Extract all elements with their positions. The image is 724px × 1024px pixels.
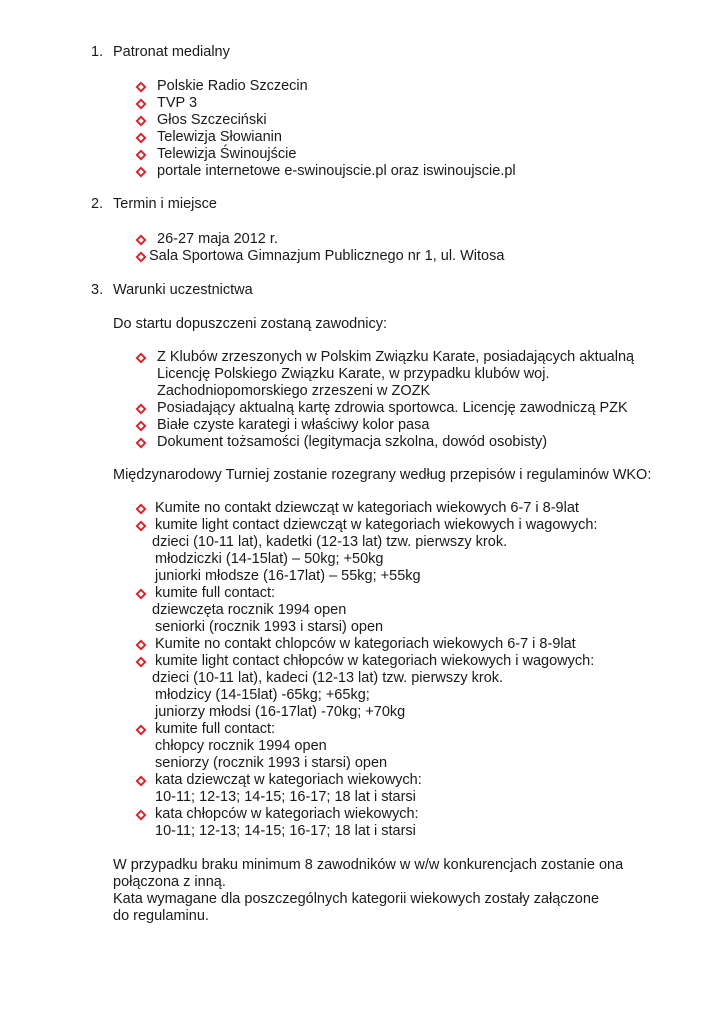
list-item: Kumite no contakt dziewcząt w kategoriach wiekowych 6-7 i 8-9lat bbox=[155, 500, 579, 516]
list-item-continuation: 10-11; 12-13; 14-15; 16-17; 18 lat i starsi bbox=[155, 789, 416, 805]
list-item: Głos Szczeciński bbox=[157, 112, 267, 128]
diamond-bullet-icon bbox=[135, 520, 147, 532]
list-item: kata dziewcząt w kategoriach wiekowych: bbox=[155, 772, 422, 788]
list-item-continuation: młodziczki (14-15lat) – 50kg; +50kg bbox=[155, 551, 384, 567]
diamond-bullet-icon bbox=[135, 352, 147, 364]
diamond-bullet-icon bbox=[135, 251, 147, 263]
list-item: Sala Sportowa Gimnazjum Publicznego nr 1, ul. Witosa bbox=[149, 248, 505, 264]
list-item-continuation: Licencję Polskiego Związku Karate, w przypadku klubów woj. bbox=[157, 366, 550, 382]
diamond-bullet-icon bbox=[135, 403, 147, 415]
list-item-continuation: juniorki młodsze (16-17lat) – 55kg; +55kg bbox=[155, 568, 421, 584]
list-item-continuation: seniorzy (rocznik 1993 i starsi) open bbox=[155, 755, 388, 771]
list-item: kumite light contact chłopców w kategoriach wiekowych i wagowych: bbox=[155, 653, 595, 669]
list-item-continuation: chłopcy rocznik 1994 open bbox=[155, 738, 327, 754]
diamond-bullet-icon bbox=[135, 588, 147, 600]
paragraph-line: W przypadku braku minimum 8 zawodników w w/w konkurencjach zostanie ona bbox=[113, 857, 624, 873]
paragraph-line: do regulaminu. bbox=[113, 908, 209, 924]
list-item-continuation: juniorzy młodsi (16-17lat) -70kg; +70kg bbox=[155, 704, 406, 720]
diamond-bullet-icon bbox=[135, 656, 147, 668]
diamond-bullet-icon bbox=[135, 437, 147, 449]
diamond-bullet-icon bbox=[135, 234, 147, 246]
list-item-continuation: dzieci (10-11 lat), kadetki (12-13 lat) tzw. pierwszy krok. bbox=[152, 534, 508, 550]
paragraph: Do startu dopuszczeni zostaną zawodnicy: bbox=[113, 316, 388, 332]
paragraph: Międzynarodowy Turniej zostanie rozegrany według przepisów i regulaminów WKO: bbox=[113, 467, 652, 483]
diamond-bullet-icon bbox=[135, 81, 147, 93]
list-item: Polskie Radio Szczecin bbox=[157, 78, 308, 94]
list-item: Telewizja Słowianin bbox=[157, 129, 282, 145]
diamond-bullet-icon bbox=[135, 420, 147, 432]
list-item: kumite full contact: bbox=[155, 721, 276, 737]
section-heading: Patronat medialny bbox=[113, 44, 230, 60]
list-item: Z Klubów zrzeszonych w Polskim Związku Karate, posiadających aktualną bbox=[157, 349, 635, 365]
list-item: Białe czyste karategi i właściwy kolor pasa bbox=[157, 417, 430, 433]
diamond-bullet-icon bbox=[135, 166, 147, 178]
diamond-bullet-icon bbox=[135, 775, 147, 787]
list-item-continuation: młodzicy (14-15lat) -65kg; +65kg; bbox=[155, 687, 370, 703]
list-item: 26-27 maja 2012 r. bbox=[157, 231, 278, 247]
list-item: portale internetowe e-swinoujscie.pl oraz iswinoujscie.pl bbox=[157, 163, 516, 179]
diamond-bullet-icon bbox=[135, 724, 147, 736]
paragraph-line: Kata wymagane dla poszczególnych kategorii wiekowych zostały załączone bbox=[113, 891, 600, 907]
list-item: kata chłopców w kategoriach wiekowych: bbox=[155, 806, 419, 822]
paragraph-line: połączona z inną. bbox=[113, 874, 226, 890]
list-item: Telewizja Świnoujście bbox=[157, 146, 297, 162]
list-item: Posiadający aktualną kartę zdrowia sportowca. Licencję zawodniczą PZK bbox=[157, 400, 628, 416]
diamond-bullet-icon bbox=[135, 639, 147, 651]
diamond-bullet-icon bbox=[135, 503, 147, 515]
diamond-bullet-icon bbox=[135, 149, 147, 161]
diamond-bullet-icon bbox=[135, 809, 147, 821]
list-item-continuation: dziewczęta rocznik 1994 open bbox=[152, 602, 347, 618]
list-item-continuation: 10-11; 12-13; 14-15; 16-17; 18 lat i starsi bbox=[155, 823, 416, 839]
diamond-bullet-icon bbox=[135, 98, 147, 110]
diamond-bullet-icon bbox=[135, 115, 147, 127]
section-number: 1. bbox=[91, 44, 104, 60]
list-item-continuation: seniorki (rocznik 1993 i starsi) open bbox=[155, 619, 384, 635]
list-item-continuation: dzieci (10-11 lat), kadeci (12-13 lat) tzw. pierwszy krok. bbox=[152, 670, 504, 686]
list-item: kumite full contact: bbox=[155, 585, 276, 601]
section-heading: Termin i miejsce bbox=[113, 196, 217, 212]
list-item: TVP 3 bbox=[157, 95, 198, 111]
section-number: 3. bbox=[91, 282, 104, 298]
list-item: kumite light contact dziewcząt w kategoriach wiekowych i wagowych: bbox=[155, 517, 598, 533]
diamond-bullet-icon bbox=[135, 132, 147, 144]
list-item: Dokument tożsamości (legitymacja szkolna, dowód osobisty) bbox=[157, 434, 548, 450]
section-number: 2. bbox=[91, 196, 104, 212]
list-item-continuation: Zachodniopomorskiego zrzeszeni w ZOZK bbox=[157, 383, 431, 399]
list-item: Kumite no contakt chlopców w kategoriach wiekowych 6-7 i 8-9lat bbox=[155, 636, 576, 652]
section-heading: Warunki uczestnictwa bbox=[113, 282, 253, 298]
